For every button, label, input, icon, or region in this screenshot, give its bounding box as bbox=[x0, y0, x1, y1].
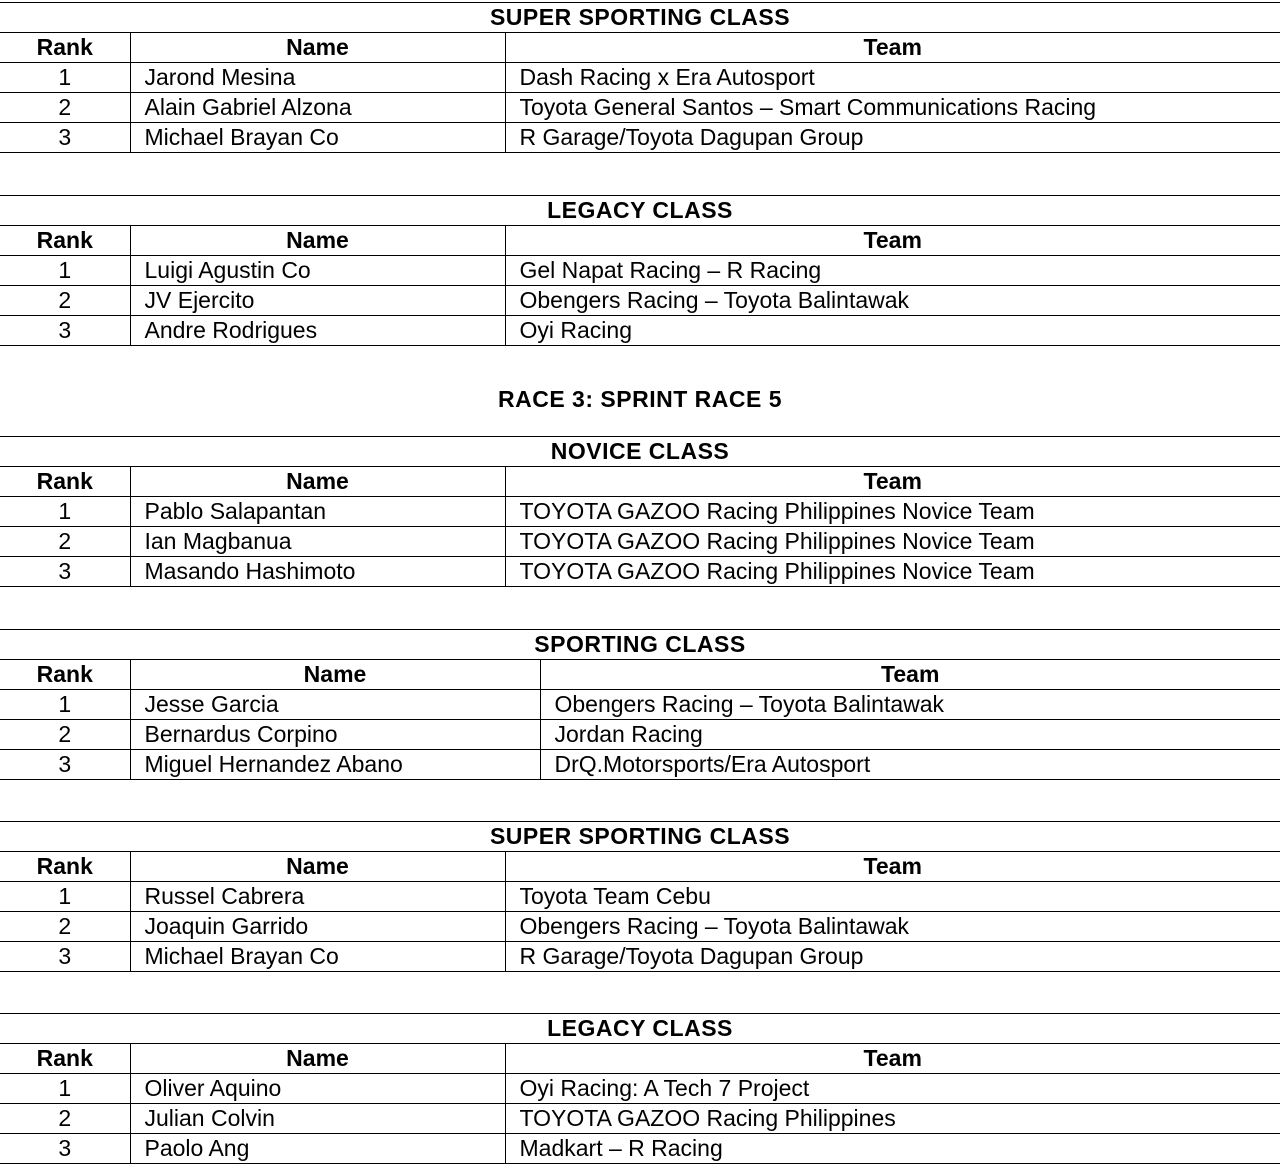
name-cell: Miguel Hernandez Abano bbox=[130, 750, 540, 780]
rank-cell: 3 bbox=[0, 316, 130, 346]
rank-cell: 1 bbox=[0, 63, 130, 93]
team-cell: DrQ.Motorsports/Era Autosport bbox=[540, 750, 1280, 780]
results-table-legacy-1 bbox=[0, 195, 1280, 346]
team-cell: TOYOTA GAZOO Racing Philippines Novice Team bbox=[505, 557, 1280, 587]
team-cell: Toyota Team Cebu bbox=[505, 882, 1280, 912]
team-cell: Gel Napat Racing – R Racing bbox=[505, 256, 1280, 286]
class-title: LEGACY CLASS bbox=[0, 1014, 1280, 1044]
table-row bbox=[0, 527, 1280, 557]
name-cell: JV Ejercito bbox=[130, 286, 505, 316]
table-row bbox=[0, 720, 1280, 750]
name-cell: Paolo Ang bbox=[130, 1134, 505, 1164]
team-cell: Oyi Racing bbox=[505, 316, 1280, 346]
rank-cell: 3 bbox=[0, 942, 130, 972]
team-cell: Madkart – R Racing bbox=[505, 1134, 1280, 1164]
team-header: Team bbox=[505, 852, 1280, 882]
rank-cell: 1 bbox=[0, 882, 130, 912]
rank-cell: 1 bbox=[0, 1074, 130, 1104]
class-title: SUPER SPORTING CLASS bbox=[0, 3, 1280, 33]
name-cell: Masando Hashimoto bbox=[130, 557, 505, 587]
name-header: Name bbox=[130, 660, 540, 690]
rank-cell: 2 bbox=[0, 286, 130, 316]
results-table-sporting bbox=[0, 629, 1280, 780]
table-row bbox=[0, 497, 1280, 527]
team-header: Team bbox=[505, 226, 1280, 256]
table-row bbox=[0, 286, 1280, 316]
name-cell: Andre Rodrigues bbox=[130, 316, 505, 346]
results-table-legacy-2 bbox=[0, 1013, 1280, 1164]
results-table-super-sporting-1 bbox=[0, 2, 1280, 153]
rank-cell: 2 bbox=[0, 1104, 130, 1134]
table-row bbox=[0, 690, 1280, 720]
table-row bbox=[0, 1134, 1280, 1164]
name-header: Name bbox=[130, 33, 505, 63]
rank-cell: 3 bbox=[0, 557, 130, 587]
team-header: Team bbox=[540, 660, 1280, 690]
name-cell: Michael Brayan Co bbox=[130, 123, 505, 153]
table-row bbox=[0, 882, 1280, 912]
team-cell: TOYOTA GAZOO Racing Philippines Novice Team bbox=[505, 527, 1280, 557]
rank-cell: 1 bbox=[0, 256, 130, 286]
race-heading: RACE 3: SPRINT RACE 5 bbox=[498, 386, 782, 412]
rank-cell: 1 bbox=[0, 497, 130, 527]
table-row bbox=[0, 1074, 1280, 1104]
team-cell: Obengers Racing – Toyota Balintawak bbox=[505, 286, 1280, 316]
rank-header: Rank bbox=[0, 660, 130, 690]
team-header: Team bbox=[505, 33, 1280, 63]
team-header: Team bbox=[505, 1044, 1280, 1074]
name-header: Name bbox=[130, 852, 505, 882]
team-cell: Oyi Racing: A Tech 7 Project bbox=[505, 1074, 1280, 1104]
name-header: Name bbox=[130, 226, 505, 256]
class-title: NOVICE CLASS bbox=[0, 437, 1280, 467]
name-header: Name bbox=[130, 467, 505, 497]
rank-cell: 1 bbox=[0, 690, 130, 720]
team-cell: TOYOTA GAZOO Racing Philippines Novice Team bbox=[505, 497, 1280, 527]
table-row bbox=[0, 942, 1280, 972]
rank-cell: 3 bbox=[0, 123, 130, 153]
rank-cell: 2 bbox=[0, 720, 130, 750]
table-row bbox=[0, 912, 1280, 942]
class-title: SUPER SPORTING CLASS bbox=[0, 822, 1280, 852]
name-cell: Ian Magbanua bbox=[130, 527, 505, 557]
name-cell: Bernardus Corpino bbox=[130, 720, 540, 750]
rank-header: Rank bbox=[0, 467, 130, 497]
table-row bbox=[0, 557, 1280, 587]
name-cell: Oliver Aquino bbox=[130, 1074, 505, 1104]
team-header: Team bbox=[505, 467, 1280, 497]
results-table-super-sporting-2 bbox=[0, 821, 1280, 972]
team-cell: TOYOTA GAZOO Racing Philippines bbox=[505, 1104, 1280, 1134]
team-cell: Dash Racing x Era Autosport bbox=[505, 63, 1280, 93]
name-cell: Luigi Agustin Co bbox=[130, 256, 505, 286]
rank-header: Rank bbox=[0, 1044, 130, 1074]
name-cell: Alain Gabriel Alzona bbox=[130, 93, 505, 123]
team-cell: Toyota General Santos – Smart Communications Racing bbox=[505, 93, 1280, 123]
class-title: SPORTING CLASS bbox=[0, 630, 1280, 660]
team-cell: R Garage/Toyota Dagupan Group bbox=[505, 123, 1280, 153]
table-row bbox=[0, 123, 1280, 153]
table-row bbox=[0, 1104, 1280, 1134]
class-title: LEGACY CLASS bbox=[0, 196, 1280, 226]
rank-cell: 2 bbox=[0, 912, 130, 942]
team-cell: Obengers Racing – Toyota Balintawak bbox=[505, 912, 1280, 942]
table-row bbox=[0, 316, 1280, 346]
name-cell: Russel Cabrera bbox=[130, 882, 505, 912]
rank-header: Rank bbox=[0, 33, 130, 63]
team-cell: R Garage/Toyota Dagupan Group bbox=[505, 942, 1280, 972]
name-cell: Julian Colvin bbox=[130, 1104, 505, 1134]
name-cell: Pablo Salapantan bbox=[130, 497, 505, 527]
team-cell: Obengers Racing – Toyota Balintawak bbox=[540, 690, 1280, 720]
rank-cell: 2 bbox=[0, 527, 130, 557]
name-cell: Michael Brayan Co bbox=[130, 942, 505, 972]
rank-cell: 2 bbox=[0, 93, 130, 123]
rank-cell: 3 bbox=[0, 750, 130, 780]
name-cell: Jesse Garcia bbox=[130, 690, 540, 720]
results-table-novice bbox=[0, 436, 1280, 587]
rank-header: Rank bbox=[0, 852, 130, 882]
table-row bbox=[0, 93, 1280, 123]
rank-cell: 3 bbox=[0, 1134, 130, 1164]
table-row bbox=[0, 63, 1280, 93]
table-row bbox=[0, 256, 1280, 286]
team-cell: Jordan Racing bbox=[540, 720, 1280, 750]
name-header: Name bbox=[130, 1044, 505, 1074]
name-cell: Jarond Mesina bbox=[130, 63, 505, 93]
rank-header: Rank bbox=[0, 226, 130, 256]
table-row bbox=[0, 750, 1280, 780]
name-cell: Joaquin Garrido bbox=[130, 912, 505, 942]
